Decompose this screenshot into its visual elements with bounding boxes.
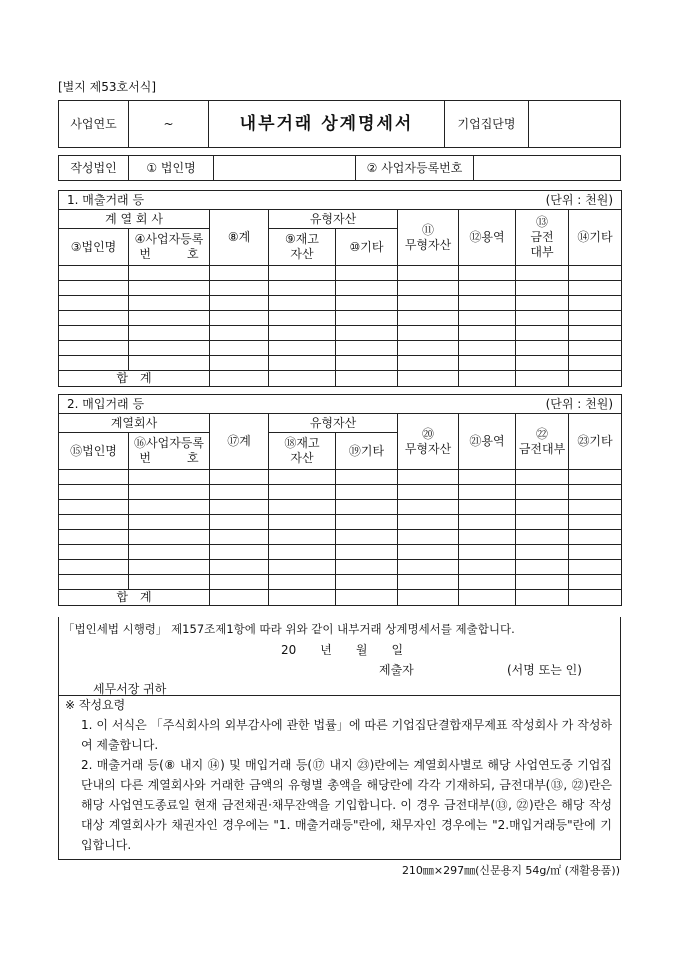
tangible-other-header: ⑩기타 bbox=[336, 229, 398, 266]
sum-row bbox=[59, 590, 622, 606]
table-cell[interactable] bbox=[59, 281, 129, 296]
table-cell[interactable] bbox=[59, 326, 129, 341]
table-cell[interactable] bbox=[516, 281, 569, 296]
page-title: 내부거래 상계명세서 bbox=[209, 101, 445, 148]
sum-row bbox=[59, 371, 622, 387]
section-title-text: 1. 매출거래 등 bbox=[67, 192, 145, 207]
table-cell[interactable] bbox=[569, 326, 622, 341]
year-label: 사업연도 bbox=[59, 101, 129, 148]
instruction-item: 1. 이 서식은 「주식회사의 외부감사에 관한 법률」에 따른 기업집단결합재무제표 작성회사 가 작성하여 제출합니다. bbox=[81, 718, 612, 752]
inventory-header: ⑨재고 자산 bbox=[269, 229, 336, 266]
table-cell[interactable] bbox=[129, 356, 210, 371]
name-header: ⑮법인명 bbox=[59, 433, 129, 470]
sum-cell[interactable] bbox=[569, 371, 622, 387]
declaration-text: 「법인세법 시행령」 제157조제1항에 따라 위와 같이 내부거래 상계명세서를 제출합니다. bbox=[63, 622, 515, 636]
table-cell[interactable] bbox=[459, 311, 516, 326]
table-cell[interactable] bbox=[459, 281, 516, 296]
table-cell[interactable] bbox=[129, 281, 210, 296]
table-cell[interactable] bbox=[569, 281, 622, 296]
table-cell[interactable] bbox=[459, 356, 516, 371]
table-cell[interactable] bbox=[269, 530, 336, 545]
table-cell[interactable] bbox=[336, 560, 398, 575]
table-cell[interactable] bbox=[398, 545, 459, 560]
corp-reg-label: ② 사업자등록번호 bbox=[356, 156, 474, 181]
table-cell[interactable] bbox=[269, 281, 336, 296]
table-cell[interactable] bbox=[459, 530, 516, 545]
table-cell[interactable] bbox=[129, 560, 210, 575]
table-cell[interactable] bbox=[59, 530, 129, 545]
table-cell[interactable] bbox=[516, 266, 569, 281]
table-cell[interactable] bbox=[569, 500, 622, 515]
table-cell[interactable] bbox=[398, 341, 459, 356]
table-cell[interactable] bbox=[129, 326, 210, 341]
other-header: ㉓기타 bbox=[569, 414, 622, 470]
table-row bbox=[59, 560, 622, 575]
table-row bbox=[59, 470, 622, 485]
table-row bbox=[59, 341, 622, 356]
table-cell[interactable] bbox=[516, 560, 569, 575]
tangible-other-header: ⑲기타 bbox=[336, 433, 398, 470]
table-cell[interactable] bbox=[210, 500, 269, 515]
section-title-text: 2. 매입거래 등 bbox=[67, 396, 145, 411]
table-cell[interactable] bbox=[398, 311, 459, 326]
table-cell[interactable] bbox=[210, 356, 269, 371]
table-row bbox=[59, 500, 622, 515]
table-cell[interactable] bbox=[459, 485, 516, 500]
table-cell[interactable] bbox=[129, 266, 210, 281]
table-cell[interactable] bbox=[210, 281, 269, 296]
addressee: 세무서장 귀하 bbox=[93, 682, 167, 696]
instructions-title: ※ 작성요령 bbox=[65, 698, 126, 712]
table-cell[interactable] bbox=[129, 470, 210, 485]
sign-label: (서명 또는 인) bbox=[507, 663, 582, 677]
table-row bbox=[59, 281, 622, 296]
service-header: ㉑용역 bbox=[459, 414, 516, 470]
sum-cell[interactable] bbox=[516, 590, 569, 606]
table-cell[interactable] bbox=[59, 485, 129, 500]
table-cell[interactable] bbox=[210, 575, 269, 590]
table-cell[interactable] bbox=[129, 515, 210, 530]
intangible-header: ⑪ 무형자산 bbox=[398, 210, 459, 266]
corp-name-field[interactable] bbox=[214, 156, 356, 181]
table-cell[interactable] bbox=[59, 341, 129, 356]
table-cell[interactable] bbox=[459, 515, 516, 530]
table-row bbox=[59, 515, 622, 530]
table-cell[interactable] bbox=[129, 530, 210, 545]
total-header: ⑰계 bbox=[210, 414, 269, 470]
table-cell[interactable] bbox=[269, 515, 336, 530]
table-cell[interactable] bbox=[336, 500, 398, 515]
table-cell[interactable] bbox=[210, 341, 269, 356]
affiliate-header: 계 열 회 사 bbox=[59, 210, 210, 229]
inventory-header: ⑱재고 자산 bbox=[269, 433, 336, 470]
affiliate-header: 계열회사 bbox=[59, 414, 210, 433]
table-cell[interactable] bbox=[398, 515, 459, 530]
year-field[interactable]: ~ bbox=[129, 101, 209, 148]
submitter-label: 제출자 bbox=[379, 663, 414, 677]
table-cell[interactable] bbox=[459, 575, 516, 590]
table-cell[interactable] bbox=[398, 560, 459, 575]
table-cell[interactable] bbox=[336, 341, 398, 356]
table-cell[interactable] bbox=[569, 560, 622, 575]
section-title bbox=[59, 395, 622, 414]
table-cell[interactable] bbox=[129, 500, 210, 515]
sum-cell[interactable] bbox=[336, 590, 398, 606]
other-header: ⑭기타 bbox=[569, 210, 622, 266]
sum-label: 합 계 bbox=[59, 371, 210, 387]
table-cell[interactable] bbox=[210, 545, 269, 560]
sum-cell[interactable] bbox=[459, 590, 516, 606]
table-cell[interactable] bbox=[398, 500, 459, 515]
tangible-header: 유형자산 bbox=[269, 210, 398, 229]
table-row bbox=[59, 266, 622, 281]
sales-table bbox=[58, 190, 622, 387]
table-cell[interactable] bbox=[398, 485, 459, 500]
table-cell[interactable] bbox=[569, 266, 622, 281]
sum-cell[interactable] bbox=[269, 590, 336, 606]
table-cell[interactable] bbox=[569, 341, 622, 356]
table-cell[interactable] bbox=[459, 500, 516, 515]
table-cell[interactable] bbox=[398, 326, 459, 341]
intangible-header: ⑳ 무형자산 bbox=[398, 414, 459, 470]
table-cell[interactable] bbox=[459, 326, 516, 341]
table-cell[interactable] bbox=[516, 356, 569, 371]
declaration-date: 20 년 월 일 bbox=[281, 643, 404, 657]
corp-table bbox=[58, 155, 621, 181]
sum-cell[interactable] bbox=[459, 371, 516, 387]
purchase-table bbox=[58, 394, 622, 606]
table-cell[interactable] bbox=[129, 545, 210, 560]
table-cell[interactable] bbox=[569, 311, 622, 326]
table-cell[interactable] bbox=[336, 515, 398, 530]
table-cell[interactable] bbox=[516, 500, 569, 515]
table-cell[interactable] bbox=[516, 515, 569, 530]
table-cell[interactable] bbox=[516, 341, 569, 356]
unit-label: (단위 : 천원) bbox=[545, 192, 614, 207]
table-cell[interactable] bbox=[59, 266, 129, 281]
table-cell[interactable] bbox=[59, 560, 129, 575]
table-cell[interactable] bbox=[569, 356, 622, 371]
table-cell[interactable] bbox=[516, 296, 569, 311]
reg-header: ⑯사업자등록 번 호 bbox=[129, 433, 210, 470]
instructions bbox=[58, 695, 621, 860]
table-cell[interactable] bbox=[569, 470, 622, 485]
table-cell[interactable] bbox=[59, 515, 129, 530]
table-cell[interactable] bbox=[269, 326, 336, 341]
service-header: ⑫용역 bbox=[459, 210, 516, 266]
table-row bbox=[59, 485, 622, 500]
table-cell[interactable] bbox=[210, 311, 269, 326]
table-cell[interactable] bbox=[269, 470, 336, 485]
table-cell[interactable] bbox=[569, 530, 622, 545]
sum-cell[interactable] bbox=[398, 371, 459, 387]
table-cell[interactable] bbox=[59, 296, 129, 311]
table-cell[interactable] bbox=[129, 311, 210, 326]
table-cell[interactable] bbox=[210, 266, 269, 281]
table-row bbox=[59, 296, 622, 311]
table-cell[interactable] bbox=[569, 545, 622, 560]
table-cell[interactable] bbox=[459, 266, 516, 281]
table-cell[interactable] bbox=[129, 296, 210, 311]
table-cell[interactable] bbox=[336, 326, 398, 341]
table-cell[interactable] bbox=[59, 575, 129, 590]
table-cell[interactable] bbox=[336, 545, 398, 560]
reg-header: ④사업자등록 번 호 bbox=[129, 229, 210, 266]
table-cell[interactable] bbox=[516, 326, 569, 341]
table-cell[interactable] bbox=[210, 560, 269, 575]
table-cell[interactable] bbox=[269, 500, 336, 515]
table-cell[interactable] bbox=[59, 311, 129, 326]
sum-label: 합 계 bbox=[59, 590, 210, 606]
table-cell[interactable] bbox=[129, 575, 210, 590]
corp-reg-field[interactable] bbox=[474, 156, 621, 181]
table-cell[interactable] bbox=[516, 545, 569, 560]
table-cell[interactable] bbox=[59, 500, 129, 515]
table-cell[interactable] bbox=[336, 296, 398, 311]
sum-cell[interactable] bbox=[210, 371, 269, 387]
loan-header: ㉒ 금전대부 bbox=[516, 414, 569, 470]
table-cell[interactable] bbox=[210, 326, 269, 341]
table-cell[interactable] bbox=[398, 530, 459, 545]
declaration bbox=[58, 617, 621, 696]
table-cell[interactable] bbox=[269, 311, 336, 326]
table-cell[interactable] bbox=[569, 296, 622, 311]
total-header: ⑧계 bbox=[210, 210, 269, 266]
paper-spec: 210㎜×297㎜(신문용지 54g/㎡ (재활용품)) bbox=[401, 864, 620, 877]
section-title bbox=[59, 191, 622, 210]
table-cell[interactable] bbox=[459, 545, 516, 560]
table-cell[interactable] bbox=[336, 281, 398, 296]
table-cell[interactable] bbox=[336, 266, 398, 281]
sum-cell[interactable] bbox=[569, 590, 622, 606]
header-table bbox=[58, 100, 621, 148]
table-row bbox=[59, 545, 622, 560]
table-cell[interactable] bbox=[398, 356, 459, 371]
table-cell[interactable] bbox=[269, 560, 336, 575]
table-row bbox=[59, 326, 622, 341]
unit-label: (단위 : 천원) bbox=[545, 396, 614, 411]
table-cell[interactable] bbox=[269, 575, 336, 590]
group-label: 기업집단명 bbox=[445, 101, 529, 148]
table-cell[interactable] bbox=[569, 515, 622, 530]
table-cell[interactable] bbox=[398, 575, 459, 590]
table-cell[interactable] bbox=[269, 485, 336, 500]
table-cell[interactable] bbox=[516, 485, 569, 500]
sum-cell[interactable] bbox=[516, 371, 569, 387]
table-cell[interactable] bbox=[516, 530, 569, 545]
table-cell[interactable] bbox=[269, 545, 336, 560]
table-cell[interactable] bbox=[459, 560, 516, 575]
table-cell[interactable] bbox=[129, 341, 210, 356]
sum-cell[interactable] bbox=[269, 371, 336, 387]
table-cell[interactable] bbox=[398, 470, 459, 485]
table-cell[interactable] bbox=[210, 485, 269, 500]
table-row bbox=[59, 311, 622, 326]
table-cell[interactable] bbox=[210, 530, 269, 545]
table-cell[interactable] bbox=[459, 296, 516, 311]
table-cell[interactable] bbox=[336, 485, 398, 500]
table-cell[interactable] bbox=[398, 281, 459, 296]
table-cell[interactable] bbox=[59, 356, 129, 371]
table-cell[interactable] bbox=[569, 485, 622, 500]
table-cell[interactable] bbox=[336, 575, 398, 590]
corp-name-label: ① 법인명 bbox=[129, 156, 214, 181]
table-cell[interactable] bbox=[336, 356, 398, 371]
table-cell[interactable] bbox=[210, 296, 269, 311]
table-cell[interactable] bbox=[129, 485, 210, 500]
table-cell[interactable] bbox=[336, 470, 398, 485]
table-cell[interactable] bbox=[210, 470, 269, 485]
tangible-header: 유형자산 bbox=[269, 414, 398, 433]
sum-cell[interactable] bbox=[210, 590, 269, 606]
table-cell[interactable] bbox=[569, 575, 622, 590]
name-header: ③법인명 bbox=[59, 229, 129, 266]
table-cell[interactable] bbox=[269, 296, 336, 311]
table-cell[interactable] bbox=[516, 311, 569, 326]
table-cell[interactable] bbox=[459, 341, 516, 356]
table-cell[interactable] bbox=[269, 266, 336, 281]
table-cell[interactable] bbox=[398, 296, 459, 311]
table-cell[interactable] bbox=[59, 545, 129, 560]
loan-header: ⑬ 금전 대부 bbox=[516, 210, 569, 266]
table-cell[interactable] bbox=[398, 266, 459, 281]
table-row bbox=[59, 575, 622, 590]
table-cell[interactable] bbox=[336, 530, 398, 545]
corp-label: 작성법인 bbox=[59, 156, 129, 181]
group-field[interactable] bbox=[529, 101, 621, 148]
sum-cell[interactable] bbox=[336, 371, 398, 387]
table-cell[interactable] bbox=[269, 356, 336, 371]
table-cell[interactable] bbox=[516, 575, 569, 590]
table-row bbox=[59, 356, 622, 371]
instruction-item: 2. 매출거래 등(⑧ 내지 ⑭) 및 매입거래 등(⑰ 내지 ㉓)란에는 계열회사별로 해당 사업연도중 기업집단내의 다른 계열회사와 거래한 금액의 유형별 총액을 해당란에 각각 기재하되, 금전대부(⑬, ㉒)란은 해당 사업연도종료일 현재 금전채권·채무잔액을 기입합니다. 이 경우 금전대부(⑬, ㉒)란은 해당 작성대상 계열회사가 채권자인 경우에는 "1. 매출거래등"란에, 채무자인 경우에는 "2.매입거래등"란에 기입합니다. bbox=[81, 758, 612, 852]
table-cell[interactable] bbox=[269, 341, 336, 356]
table-cell[interactable] bbox=[459, 470, 516, 485]
table-cell[interactable] bbox=[336, 311, 398, 326]
table-cell[interactable] bbox=[516, 470, 569, 485]
form-id: [별지 제53호서식] bbox=[58, 80, 156, 94]
table-row bbox=[59, 530, 622, 545]
sum-cell[interactable] bbox=[398, 590, 459, 606]
table-cell[interactable] bbox=[59, 470, 129, 485]
table-cell[interactable] bbox=[210, 515, 269, 530]
